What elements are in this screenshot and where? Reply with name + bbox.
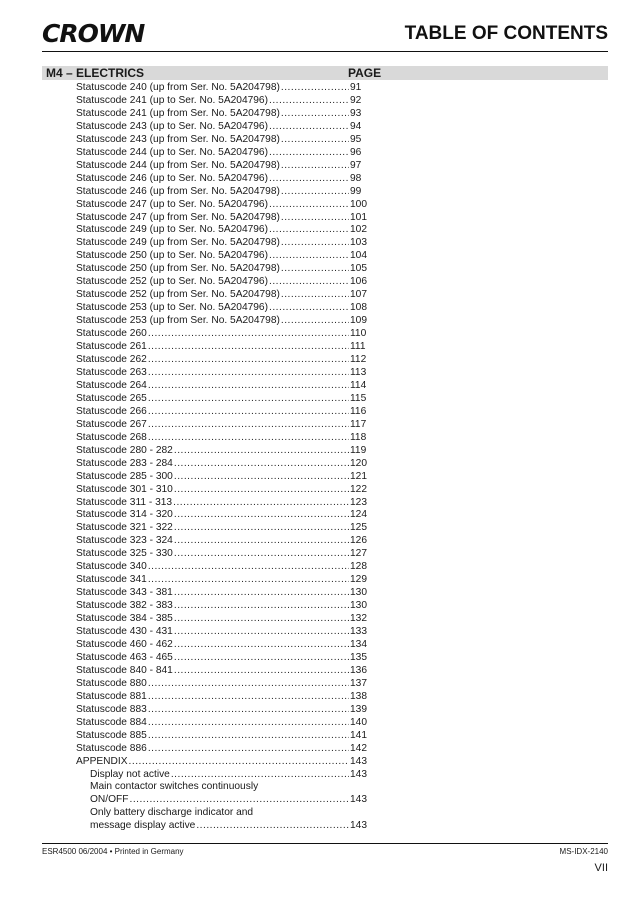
toc-entry-page: 99 <box>350 185 362 197</box>
toc-entry-page: 106 <box>350 276 367 288</box>
page-title: TABLE OF CONTENTS <box>404 23 608 44</box>
toc-entry-page: 110 <box>350 328 367 340</box>
toc-entry-label: Statuscode 244 (up from Ser. No. 5A204798) <box>76 159 280 171</box>
dot-leader <box>269 302 349 315</box>
dot-leader <box>148 380 349 393</box>
toc-entry-page: 127 <box>350 548 367 560</box>
toc-entry-page: 94 <box>350 120 362 132</box>
toc-entry-page: 122 <box>350 483 367 495</box>
toc-entry-label: Statuscode 311 - 313 <box>76 496 173 508</box>
header-divider <box>42 51 608 52</box>
dot-leader <box>269 276 349 289</box>
toc-entry[interactable] <box>76 82 372 95</box>
toc-entry-page: 104 <box>350 250 367 262</box>
toc-entry[interactable] <box>76 237 372 250</box>
toc-entry-page: 134 <box>350 638 367 650</box>
toc-entry[interactable] <box>76 276 372 289</box>
toc-entry-label: APPENDIX <box>76 755 128 767</box>
toc-entry[interactable] <box>76 95 372 108</box>
toc-entry[interactable] <box>76 652 372 665</box>
dot-leader <box>174 665 349 678</box>
section-title: M4 – ELECTRICS <box>46 66 145 80</box>
dot-leader <box>148 367 349 380</box>
toc-entry-label: Statuscode 261 <box>76 341 147 353</box>
toc-entry[interactable] <box>76 147 372 160</box>
toc-entry-label: Statuscode 266 <box>76 405 147 417</box>
dot-leader <box>148 406 349 419</box>
toc-entry-page: 130 <box>350 600 367 612</box>
toc-entry[interactable] <box>76 613 372 626</box>
dot-leader <box>148 328 349 341</box>
toc-entry-label: Statuscode 343 - 381 <box>76 587 173 599</box>
toc-entry-page: 126 <box>350 535 367 547</box>
toc-entry[interactable] <box>76 212 372 225</box>
dot-leader <box>148 704 349 717</box>
toc-entry[interactable] <box>76 561 372 574</box>
toc-entry-label: Statuscode 249 (up to Ser. No. 5A204796) <box>76 224 268 236</box>
toc-entry[interactable] <box>76 380 372 393</box>
dot-leader <box>281 186 349 199</box>
toc-entry-label: Statuscode 252 (up from Ser. No. 5A204798) <box>76 289 280 301</box>
toc-entry[interactable] <box>76 367 372 380</box>
toc-entry[interactable] <box>76 224 372 237</box>
dot-leader <box>281 289 349 302</box>
toc-entry-label: Statuscode 341 <box>76 574 147 586</box>
dot-leader <box>196 820 349 833</box>
dot-leader <box>148 419 349 432</box>
dot-leader <box>174 535 349 548</box>
dot-leader <box>269 147 349 160</box>
toc-entry-label: Statuscode 263 <box>76 366 147 378</box>
toc-entry-label: Statuscode 250 (up from Ser. No. 5A204798) <box>76 263 280 275</box>
toc-entry[interactable] <box>76 250 372 263</box>
toc-entry-page: 135 <box>350 651 367 663</box>
toc-entry-label: Statuscode 268 <box>76 431 147 443</box>
toc-entry-label: Statuscode 314 - 320 <box>76 509 173 521</box>
dot-leader <box>174 509 349 522</box>
toc-entry-label: Statuscode 384 - 385 <box>76 613 173 625</box>
toc-entry[interactable] <box>76 665 372 678</box>
dot-leader <box>174 587 349 600</box>
dot-leader <box>281 160 349 173</box>
toc-entry[interactable] <box>76 743 372 756</box>
dot-leader <box>174 548 349 561</box>
toc-entry-page: 91 <box>350 82 362 93</box>
toc-entry[interactable] <box>76 574 372 587</box>
toc-entry-page: 115 <box>350 392 367 404</box>
toc-entry[interactable] <box>76 199 372 212</box>
toc-entry-label: Statuscode 301 - 310 <box>76 483 173 495</box>
dot-leader <box>281 134 349 147</box>
dot-leader <box>174 522 349 535</box>
toc-entry-page: 138 <box>350 690 367 702</box>
toc-entry-page: 109 <box>350 315 367 327</box>
toc-subentry[interactable] <box>76 794 372 807</box>
toc-subentry[interactable] <box>76 769 372 782</box>
dot-leader <box>148 341 349 354</box>
dot-leader <box>148 561 349 574</box>
dot-leader <box>269 224 349 237</box>
dot-leader <box>281 237 349 250</box>
toc-entry[interactable] <box>76 263 372 276</box>
toc-entry[interactable] <box>76 691 372 704</box>
toc-entry-label: Statuscode 280 - 282 <box>76 444 173 456</box>
dot-leader <box>174 445 349 458</box>
toc-entry-label: Statuscode 247 (up to Ser. No. 5A204796) <box>76 198 268 210</box>
toc-entry-label: Statuscode 243 (up from Ser. No. 5A204798) <box>76 133 280 145</box>
toc-entry-label: Statuscode 883 <box>76 703 147 715</box>
toc-entry[interactable] <box>76 302 372 315</box>
toc-entry[interactable] <box>76 639 372 652</box>
toc-entry-page: 119 <box>350 444 367 456</box>
dot-leader <box>269 95 349 108</box>
section-header-bar <box>42 66 608 80</box>
toc-entry-page: 111 <box>350 341 366 353</box>
toc-entry-page: 132 <box>350 613 367 625</box>
toc-entry[interactable] <box>76 121 372 134</box>
dot-leader <box>281 315 349 328</box>
toc-entry-label: Display not active <box>90 768 170 780</box>
page-column-label: PAGE <box>348 66 382 80</box>
footer-document-code: MS-IDX-2140 <box>559 847 608 856</box>
toc-entry[interactable] <box>76 730 372 743</box>
toc-entry-label: Statuscode 252 (up to Ser. No. 5A204796) <box>76 276 268 288</box>
toc-entry[interactable] <box>76 522 372 535</box>
toc-entry-page: 124 <box>350 509 367 521</box>
dot-leader <box>148 678 349 691</box>
toc-entry-page: 117 <box>350 418 367 430</box>
toc-entry[interactable] <box>76 587 372 600</box>
toc-entry-label: ON/OFF <box>90 794 129 806</box>
toc-entry-label: Statuscode 285 - 300 <box>76 470 173 482</box>
toc-entry-label: Statuscode 240 (up from Ser. No. 5A204798) <box>76 82 280 93</box>
toc-entry[interactable] <box>76 445 372 458</box>
toc-entry[interactable] <box>76 548 372 561</box>
toc-entry-page: 93 <box>350 107 362 119</box>
table-of-contents <box>76 82 372 833</box>
toc-entry-line: Main contactor switches continuously <box>90 781 259 793</box>
toc-entry[interactable] <box>76 497 372 510</box>
toc-entry-page: 114 <box>350 379 367 391</box>
toc-entry-label: Statuscode 253 (up from Ser. No. 5A204798) <box>76 315 280 327</box>
toc-entry-page: 92 <box>350 94 362 106</box>
page-header <box>42 18 608 52</box>
toc-entry-page: 143 <box>350 794 367 806</box>
toc-entry-page: 103 <box>350 237 367 249</box>
toc-entry-label: Statuscode 243 (up to Ser. No. 5A204796) <box>76 120 268 132</box>
toc-entry-label: Statuscode 325 - 330 <box>76 548 173 560</box>
toc-entry-page: 95 <box>350 133 362 145</box>
toc-entry[interactable] <box>76 678 372 691</box>
toc-entry-page: 120 <box>350 457 367 469</box>
dot-leader <box>174 600 349 613</box>
toc-entry-page: 116 <box>350 405 367 417</box>
dot-leader <box>281 212 349 225</box>
toc-entry[interactable] <box>76 289 372 302</box>
toc-entry[interactable] <box>76 186 372 199</box>
toc-entry[interactable] <box>76 484 372 497</box>
toc-entry-label: Statuscode 241 (up to Ser. No. 5A204796) <box>76 94 268 106</box>
toc-entry-page: 133 <box>350 626 367 638</box>
dot-leader <box>148 743 349 756</box>
toc-entry-label: Statuscode 250 (up to Ser. No. 5A204796) <box>76 250 268 262</box>
toc-entry-label: Statuscode 246 (up to Ser. No. 5A204796) <box>76 172 268 184</box>
toc-entry[interactable] <box>76 704 372 717</box>
toc-entry-page: 96 <box>350 146 362 158</box>
toc-entry[interactable] <box>76 471 372 484</box>
dot-leader <box>269 199 349 212</box>
toc-entry[interactable] <box>76 108 372 121</box>
toc-entry-page: 128 <box>350 561 367 573</box>
toc-entry-page: 107 <box>350 289 367 301</box>
toc-entry-page: 140 <box>350 716 367 728</box>
dot-leader <box>148 730 349 743</box>
toc-entry[interactable] <box>76 341 372 354</box>
dot-leader <box>174 613 349 626</box>
toc-entry-label: Statuscode 321 - 322 <box>76 522 173 534</box>
toc-entry-page: 101 <box>350 211 367 223</box>
toc-entry-label: Statuscode 244 (up to Ser. No. 5A204796) <box>76 146 268 158</box>
toc-entry[interactable] <box>76 458 372 471</box>
toc-entry[interactable] <box>76 354 372 367</box>
dot-leader <box>148 717 349 730</box>
dot-leader <box>148 393 349 406</box>
toc-entry-label: Statuscode 249 (up from Ser. No. 5A204798) <box>76 237 280 249</box>
toc-entry-label: Statuscode 241 (up from Ser. No. 5A204798) <box>76 107 280 119</box>
dot-leader <box>269 250 349 263</box>
page-number: VII <box>594 862 608 874</box>
toc-entry-page: 98 <box>350 172 362 184</box>
toc-entry-page: 125 <box>350 522 367 534</box>
crown-logo: CROWN <box>42 19 145 48</box>
toc-entry-page: 118 <box>350 431 367 443</box>
toc-entry-label: Statuscode 340 <box>76 561 147 573</box>
dot-leader <box>173 497 349 510</box>
dot-leader <box>281 263 349 276</box>
toc-entry-page: 97 <box>350 159 362 171</box>
toc-entry-label: Statuscode 260 <box>76 328 147 340</box>
toc-entry-label: Statuscode 323 - 324 <box>76 535 173 547</box>
dot-leader <box>174 652 349 665</box>
toc-entry-page: 142 <box>350 742 367 754</box>
toc-entry-page: 137 <box>350 677 367 689</box>
footer-document-info: ESR4500 06/2004 • Printed in Germany <box>42 847 184 856</box>
dot-leader <box>171 769 349 782</box>
toc-entry-page: 143 <box>350 768 367 780</box>
toc-entry-label: Statuscode 247 (up from Ser. No. 5A204798) <box>76 211 280 223</box>
dot-leader <box>174 471 349 484</box>
toc-entry-label: Statuscode 880 <box>76 677 147 689</box>
dot-leader <box>148 354 349 367</box>
toc-entry-page: 112 <box>350 354 367 366</box>
toc-entry-label: Statuscode 881 <box>76 690 147 702</box>
toc-entry-page: 102 <box>350 224 367 236</box>
toc-subentry[interactable] <box>76 820 372 833</box>
toc-entry[interactable] <box>76 328 372 341</box>
toc-entry[interactable] <box>76 509 372 522</box>
toc-entry[interactable] <box>76 432 372 445</box>
toc-entry[interactable] <box>76 315 372 328</box>
dot-leader <box>148 432 349 445</box>
toc-entry-label: Statuscode 430 - 431 <box>76 626 173 638</box>
dot-leader <box>174 639 349 652</box>
toc-entry-label: Statuscode 382 - 383 <box>76 600 173 612</box>
toc-entry-label: Statuscode 463 - 465 <box>76 651 173 663</box>
toc-entry-label: Statuscode 283 - 284 <box>76 457 173 469</box>
toc-entry[interactable] <box>76 535 372 548</box>
toc-entry-page: 100 <box>350 198 367 210</box>
toc-entry-label: Statuscode 267 <box>76 418 147 430</box>
toc-entry[interactable] <box>76 626 372 639</box>
toc-entry-page: 121 <box>350 470 367 482</box>
toc-entry-page: 139 <box>350 703 367 715</box>
toc-entry-page: 136 <box>350 664 367 676</box>
toc-entry-page: 143 <box>350 820 367 832</box>
toc-entry[interactable] <box>76 406 372 419</box>
dot-leader <box>174 458 349 471</box>
dot-leader <box>269 173 349 186</box>
toc-entry-label: Statuscode 840 - 841 <box>76 664 173 676</box>
footer-divider <box>42 843 608 844</box>
toc-entry-label: Statuscode 886 <box>76 742 147 754</box>
toc-entry-label: Statuscode 264 <box>76 379 147 391</box>
dot-leader <box>269 121 349 134</box>
dot-leader <box>148 574 349 587</box>
toc-entry[interactable] <box>76 173 372 186</box>
toc-entry[interactable] <box>76 419 372 432</box>
toc-entry-page: 108 <box>350 302 367 314</box>
toc-entry-label: message display active <box>90 820 196 832</box>
toc-entry[interactable] <box>76 717 372 730</box>
dot-leader <box>174 626 349 639</box>
toc-entry-page: 113 <box>350 366 367 378</box>
toc-entry[interactable] <box>76 600 372 613</box>
toc-entry-label: Statuscode 885 <box>76 729 147 741</box>
toc-entry[interactable] <box>76 160 372 173</box>
dot-leader <box>281 108 349 121</box>
toc-entry-page: 123 <box>350 496 367 508</box>
toc-entry[interactable] <box>76 756 372 769</box>
dot-leader <box>174 484 349 497</box>
dot-leader <box>148 691 349 704</box>
toc-entry-label: Statuscode 265 <box>76 392 147 404</box>
toc-entry-page: 129 <box>350 574 367 586</box>
toc-entry-label: Statuscode 460 - 462 <box>76 638 173 650</box>
dot-leader <box>281 82 349 95</box>
dot-leader <box>129 756 349 769</box>
toc-entry-line: Only battery discharge indicator and <box>90 807 254 819</box>
toc-entry-label: Statuscode 253 (up to Ser. No. 5A204796) <box>76 302 268 314</box>
toc-entry-label: Statuscode 262 <box>76 354 147 366</box>
toc-entry-page: 105 <box>350 263 367 275</box>
toc-entry-label: Statuscode 246 (up from Ser. No. 5A204798) <box>76 185 280 197</box>
toc-entry-label: Statuscode 884 <box>76 716 147 728</box>
toc-entry[interactable] <box>76 393 372 406</box>
dot-leader <box>129 794 349 807</box>
toc-entry[interactable] <box>76 134 372 147</box>
toc-entry-page: 143 <box>350 755 367 767</box>
toc-entry-page: 141 <box>350 729 367 741</box>
toc-entry-page: 130 <box>350 587 367 599</box>
